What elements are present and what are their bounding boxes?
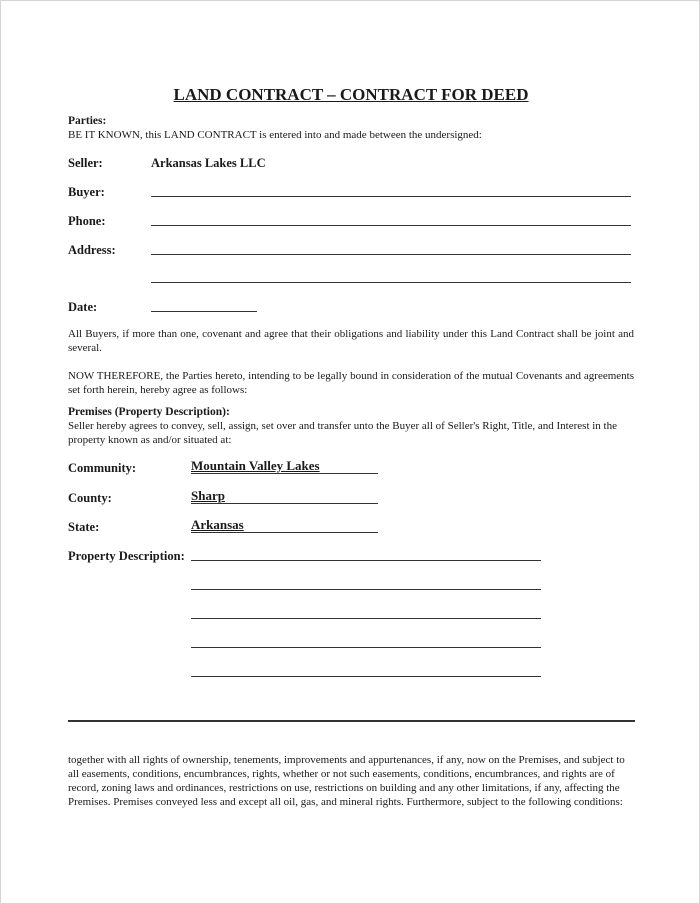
address-blank-line-2[interactable] [151,282,631,283]
phone-blank-line[interactable] [151,225,631,226]
county-value: Sharp [191,488,225,503]
property-description-line-1[interactable] [191,560,541,561]
community-label: Community: [68,461,137,475]
property-description-line-4[interactable] [191,647,541,648]
property-description-line-2[interactable] [191,589,541,590]
section-divider [68,720,635,722]
property-description-line-3[interactable] [191,618,541,619]
buyer-label: Buyer: [68,185,105,199]
seller-value: Arkansas Lakes LLC [151,156,266,170]
property-description-line-5[interactable] [191,676,541,677]
premises-heading: Premises (Property Description): [68,406,230,418]
state-value: Arkansas [191,517,244,532]
date-label: Date: [68,300,98,314]
parties-heading: Parties: [68,115,107,127]
closing-paragraph: together with all rights of ownership, tenements, improvements and appurtenances, if any, now on the Premises, and subject to all easements, conditions, encumbrances, rights, whether or not such easements, conditions, encumbrances, and rights are of record, zoning laws and ordinances, restrictions on use, restrictions on building and any other limitations, if any, affecting the Premises. Premises conveyed less and except all oil, gas, and mineral rights. Furthermore, subject to the following conditions: [68,754,625,808]
phone-label: Phone: [68,214,106,228]
now-therefore-paragraph: NOW THEREFORE, the Parties hereto, intending to be legally bound in consideration of the mutual Covenants and agreements set forth herein, hereby agree as follows: [68,370,634,396]
premises-paragraph: Seller hereby agrees to convey, sell, assign, set over and transfer unto the Buyer all of Seller's Right, Title, and Interest in the property known as and/or situated at: [68,420,617,446]
page-title: LAND CONTRACT – CONTRACT FOR DEED [173,85,529,104]
county-label: County: [68,491,112,505]
seller-label: Seller: [68,156,103,170]
joint-liability-paragraph: All Buyers, if more than one, covenant and agree that their obligations and liability under this Land Contract shall be joint and several. [68,328,634,354]
address-label: Address: [68,243,116,257]
date-blank-line[interactable] [151,311,257,312]
state-label: State: [68,520,100,534]
address-blank-line-1[interactable] [151,254,631,255]
buyer-blank-line[interactable] [151,196,631,197]
community-value: Mountain Valley Lakes [191,458,320,473]
property-description-label: Property Description: [68,549,185,563]
intro-text: BE IT KNOWN, this LAND CONTRACT is entered into and made between the undersigned: [68,129,482,141]
